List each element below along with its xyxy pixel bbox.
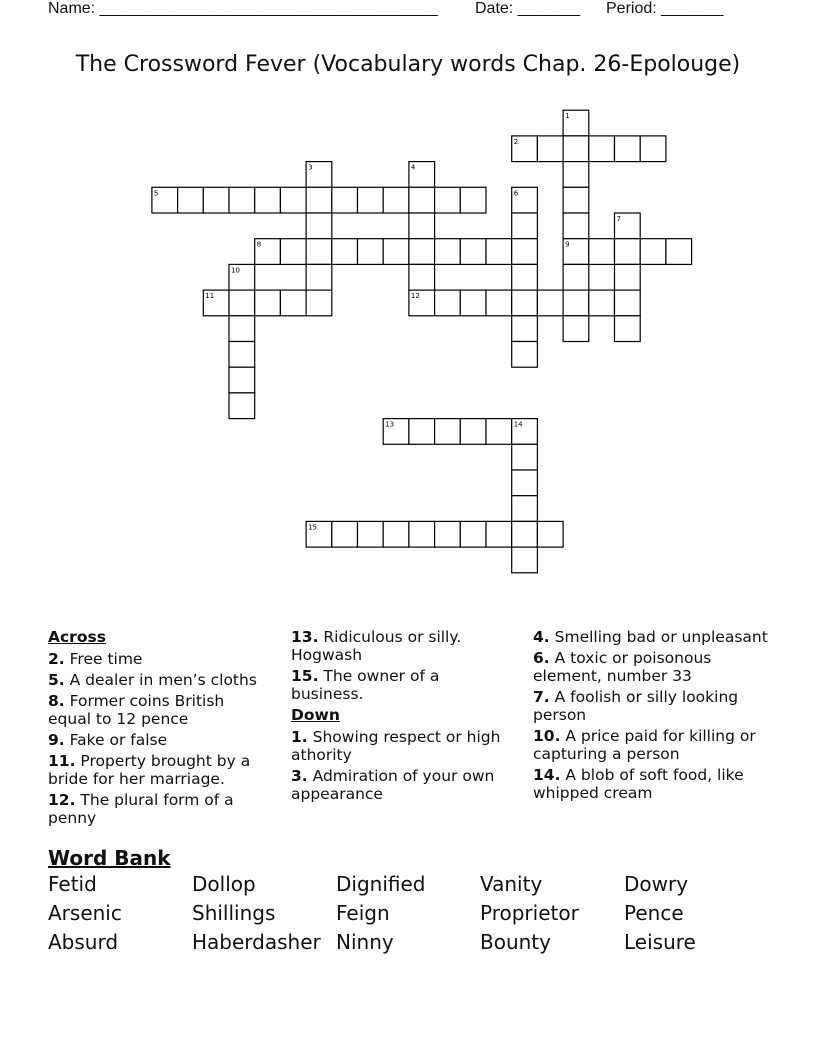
grid-cell[interactable] [358, 187, 384, 213]
grid-cell[interactable] [589, 136, 615, 162]
word-bank-item: Vanity [480, 872, 543, 896]
grid-cell[interactable] [589, 239, 615, 265]
grid-cell[interactable] [435, 187, 461, 213]
grid-cell[interactable] [460, 187, 486, 213]
grid-cell[interactable] [178, 187, 204, 213]
word-bank-item: Ninny [336, 930, 394, 954]
grid-cell[interactable] [537, 136, 563, 162]
clue-number: 4 [410, 163, 416, 172]
word-bank-row [48, 901, 768, 930]
grid-cell[interactable] [435, 239, 461, 265]
grid-cell[interactable] [615, 290, 641, 316]
grid-cell[interactable] [537, 521, 563, 547]
clue-number: 2 [513, 137, 519, 146]
word-bank-row [48, 872, 768, 901]
clue-down-4: 4. Smelling bad or unpleasant [533, 628, 768, 646]
grid-cell[interactable] [306, 290, 332, 316]
grid-cell[interactable] [255, 290, 281, 316]
word-bank-item: Dowry [624, 872, 689, 896]
grid-cell[interactable] [358, 239, 384, 265]
grid-cell[interactable] [229, 393, 255, 419]
grid-cell[interactable] [563, 316, 589, 342]
clue-number: 5 [153, 189, 159, 198]
grid-cell[interactable] [512, 496, 538, 522]
grid-cell[interactable] [306, 187, 332, 213]
period-field[interactable]: Period: _______ [606, 0, 724, 17]
grid-cell[interactable] [512, 213, 538, 239]
grid-cell[interactable] [280, 290, 306, 316]
grid-cell[interactable] [306, 213, 332, 239]
clue-down-1: 1. Showing respect or high athority [291, 728, 501, 764]
grid-cell[interactable] [409, 521, 435, 547]
grid-cell[interactable] [229, 290, 255, 316]
grid-cell[interactable] [512, 316, 538, 342]
clue-across-8: 8. Former coins British equal to 12 pence [48, 692, 225, 728]
clue-number: 6 [513, 189, 519, 198]
clue-number: 7 [616, 215, 621, 223]
word-bank-title: Word Bank [48, 846, 171, 870]
grid-cell[interactable] [460, 419, 486, 445]
grid-cell[interactable] [460, 239, 486, 265]
grid-cell[interactable] [383, 239, 409, 265]
clue-across-12: 12. The plural form of a penny [48, 791, 234, 827]
grid-cell[interactable] [640, 239, 666, 265]
grid-cell[interactable] [306, 239, 332, 265]
grid-cell[interactable] [435, 521, 461, 547]
grid-cell[interactable] [512, 264, 538, 290]
clue-number: 15 [308, 523, 318, 532]
word-bank-item: Absurd [48, 930, 119, 954]
grid-cell[interactable] [512, 521, 538, 547]
clues-column-1 [48, 628, 268, 830]
across-heading: Across [48, 628, 106, 646]
grid-cell[interactable] [512, 547, 538, 573]
grid-cell[interactable] [486, 419, 512, 445]
grid-cell[interactable] [615, 239, 641, 265]
grid-cell[interactable] [460, 521, 486, 547]
clue-number: 10 [231, 266, 240, 275]
word-bank-item: Fetid [48, 872, 97, 896]
grid-cell[interactable] [409, 213, 435, 239]
grid-cell[interactable] [409, 419, 435, 445]
grid-cell[interactable] [615, 264, 641, 290]
grid-cell[interactable] [203, 187, 229, 213]
grid-cell[interactable] [615, 136, 641, 162]
grid-cell[interactable] [460, 290, 486, 316]
clue-number: 12 [410, 292, 420, 301]
clue-down-10: 10. A price paid for killing or capturing a person [533, 727, 756, 763]
grid-cell[interactable] [409, 239, 435, 265]
grid-cell[interactable] [589, 290, 615, 316]
grid-cell[interactable] [512, 342, 538, 368]
grid-cell[interactable] [332, 239, 358, 265]
clue-across-5: 5. A dealer in men’s cloths [48, 671, 257, 689]
name-field[interactable]: Name: ______________________________________ [48, 0, 438, 17]
grid-cell[interactable] [229, 342, 255, 368]
grid-cell[interactable] [383, 187, 409, 213]
grid-cell[interactable] [486, 239, 512, 265]
word-bank-item: Dignified [336, 872, 426, 896]
clues-column-3 [533, 628, 768, 805]
clue-number: 11 [205, 292, 215, 301]
word-bank-item: Leisure [624, 930, 696, 954]
grid-cell[interactable] [306, 264, 332, 290]
clue-number: 1 [565, 112, 570, 121]
word-bank [48, 872, 768, 959]
grid-cell[interactable] [332, 187, 358, 213]
clue-number: 13 [385, 420, 395, 429]
grid-cell[interactable] [229, 187, 255, 213]
clues-column-2 [291, 628, 516, 806]
grid-cell[interactable] [537, 290, 563, 316]
word-bank-row [48, 930, 768, 959]
grid-cell[interactable] [435, 290, 461, 316]
clue-down-14: 14. A blob of soft food, like whipped cream [533, 766, 744, 802]
grid-cell[interactable] [383, 521, 409, 547]
grid-cell[interactable] [280, 239, 306, 265]
clue-number: 3 [308, 163, 313, 172]
word-bank-item: Pence [624, 901, 684, 925]
clue-number: 9 [565, 240, 570, 249]
grid-cell[interactable] [255, 187, 281, 213]
clue-across-11: 11. Property brought by a bride for her marriage. [48, 752, 251, 788]
clue-down-3: 3. Admiration of your own appearance [291, 767, 495, 803]
clue-number: 8 [256, 240, 262, 249]
grid-cell[interactable] [640, 136, 666, 162]
word-bank-item: Shillings [192, 901, 276, 925]
clue-across-2: 2. Free time [48, 650, 143, 668]
word-bank-item: Feign [336, 901, 390, 925]
grid-cell[interactable] [486, 290, 512, 316]
grid-cell[interactable] [563, 290, 589, 316]
clue-down-7: 7. A foolish or silly looking person [533, 688, 739, 724]
grid-cell[interactable] [486, 521, 512, 547]
grid-cell[interactable] [563, 187, 589, 213]
clue-down-6: 6. A toxic or poisonous element, number 33 [533, 649, 712, 685]
word-bank-item: Haberdasher [192, 930, 321, 954]
grid-cell[interactable] [229, 316, 255, 342]
grid-cell[interactable] [512, 470, 538, 496]
grid-cell[interactable] [563, 213, 589, 239]
word-bank-item: Dollop [192, 872, 256, 896]
grid-cell[interactable] [512, 239, 538, 265]
grid-cell[interactable] [563, 136, 589, 162]
word-bank-item: Arsenic [48, 901, 122, 925]
word-bank-item: Proprietor [480, 901, 579, 925]
clue-across-9: 9. Fake or false [48, 731, 168, 749]
grid-cell[interactable] [409, 264, 435, 290]
clue-number: 14 [513, 420, 523, 429]
clue-across-15: 15. The owner of a business. [291, 667, 440, 703]
grid-cell[interactable] [512, 290, 538, 316]
down-heading: Down [291, 706, 340, 724]
word-bank-item: Bounty [480, 930, 551, 954]
grid-cell[interactable] [332, 521, 358, 547]
date-field[interactable]: Date: _______ [475, 0, 580, 17]
clue-across-13: 13. Ridiculous or silly. Hogwash [291, 628, 462, 664]
page-title: The Crossword Fever (Vocabulary words Chap. 26-Epolouge) [75, 52, 741, 77]
grid-cell[interactable] [358, 521, 384, 547]
grid-cell[interactable] [512, 444, 538, 470]
grid-cell[interactable] [563, 264, 589, 290]
grid-cell[interactable] [280, 187, 306, 213]
grid-cell[interactable] [615, 316, 641, 342]
grid-cell[interactable] [563, 162, 589, 188]
grid-cell[interactable] [666, 239, 692, 265]
grid-cell[interactable] [435, 419, 461, 445]
grid-cell[interactable] [409, 187, 435, 213]
grid-cell[interactable] [229, 367, 255, 393]
